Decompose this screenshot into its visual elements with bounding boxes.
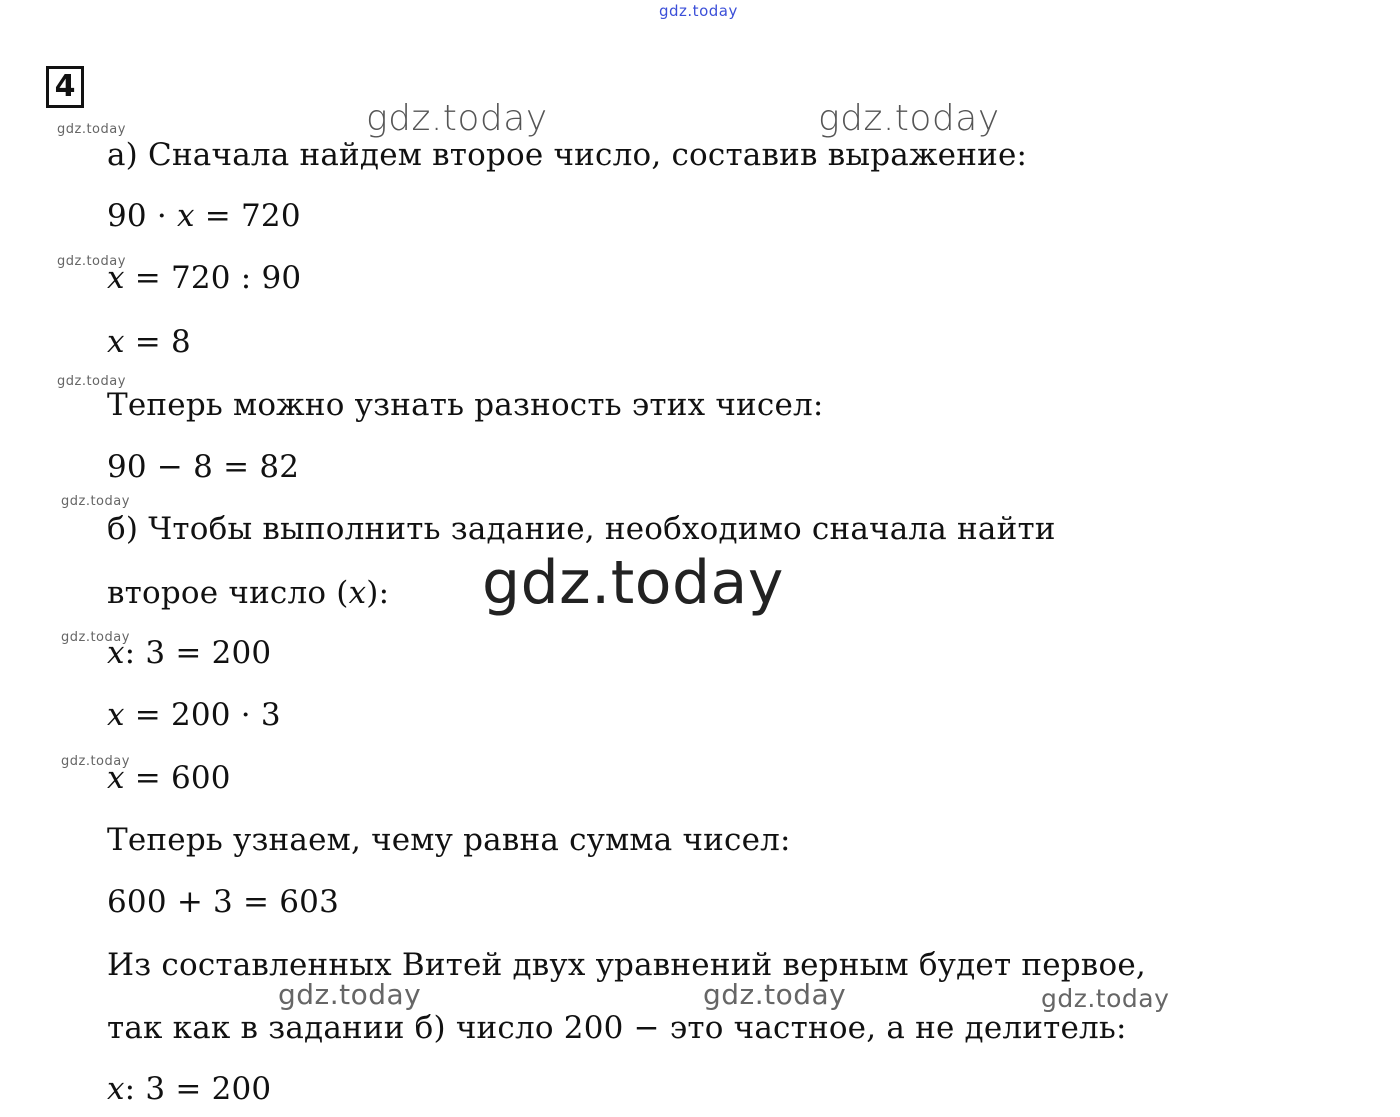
- text-line-12: Теперь узнаем, чему равна сумма чисел:: [107, 822, 791, 858]
- text-line-14: Из составленных Витей двух уравнений верным будет первое,: [107, 947, 1146, 983]
- watermark-margin-6: gdz.today: [61, 754, 130, 769]
- watermark-header-left: gdz.today: [366, 98, 548, 139]
- equation-line-16: 𝑥: 3 = 200: [107, 1071, 272, 1107]
- watermark-margin-4: gdz.today: [61, 494, 130, 509]
- equation-line-10: 𝑥 = 200 · 3: [107, 697, 281, 733]
- text-line-5: Теперь можно узнать разность этих чисел:: [107, 387, 824, 423]
- text-line-8: второе число (𝑥):: [107, 575, 390, 611]
- watermark-header-right: gdz.today: [818, 98, 1000, 139]
- equation-line-2: 90 · 𝑥 = 720: [107, 198, 301, 234]
- equation-line-9: 𝑥: 3 = 200: [107, 635, 272, 671]
- watermark-margin-2: gdz.today: [57, 254, 126, 269]
- equation-line-6: 90 − 8 = 82: [107, 449, 300, 485]
- watermark-center: gdz.today: [482, 548, 784, 618]
- equation-line-3: 𝑥 = 720 : 90: [107, 260, 302, 296]
- watermark-margin-5: gdz.today: [61, 630, 130, 645]
- watermark-bottom-left: gdz.today: [278, 978, 422, 1011]
- watermark-margin-1: gdz.today: [57, 122, 126, 137]
- text-line-7: б) Чтобы выполнить задание, необходимо сначала найти: [107, 511, 1056, 547]
- watermark-margin-3: gdz.today: [57, 374, 126, 389]
- watermark-top: gdz.today: [659, 2, 738, 20]
- watermark-bottom-right: gdz.today: [1041, 984, 1170, 1013]
- text-line-15: так как в задании б) число 200 − это частное, а не делитель:: [107, 1010, 1127, 1046]
- equation-line-4: 𝑥 = 8: [107, 324, 191, 360]
- watermark-bottom-center: gdz.today: [703, 978, 847, 1011]
- equation-line-13: 600 + 3 = 603: [107, 884, 340, 920]
- task-number-box: 4: [46, 66, 84, 108]
- equation-line-11: 𝑥 = 600: [107, 760, 231, 796]
- text-line-1: а) Сначала найдем второе число, составив выражение:: [107, 137, 1028, 173]
